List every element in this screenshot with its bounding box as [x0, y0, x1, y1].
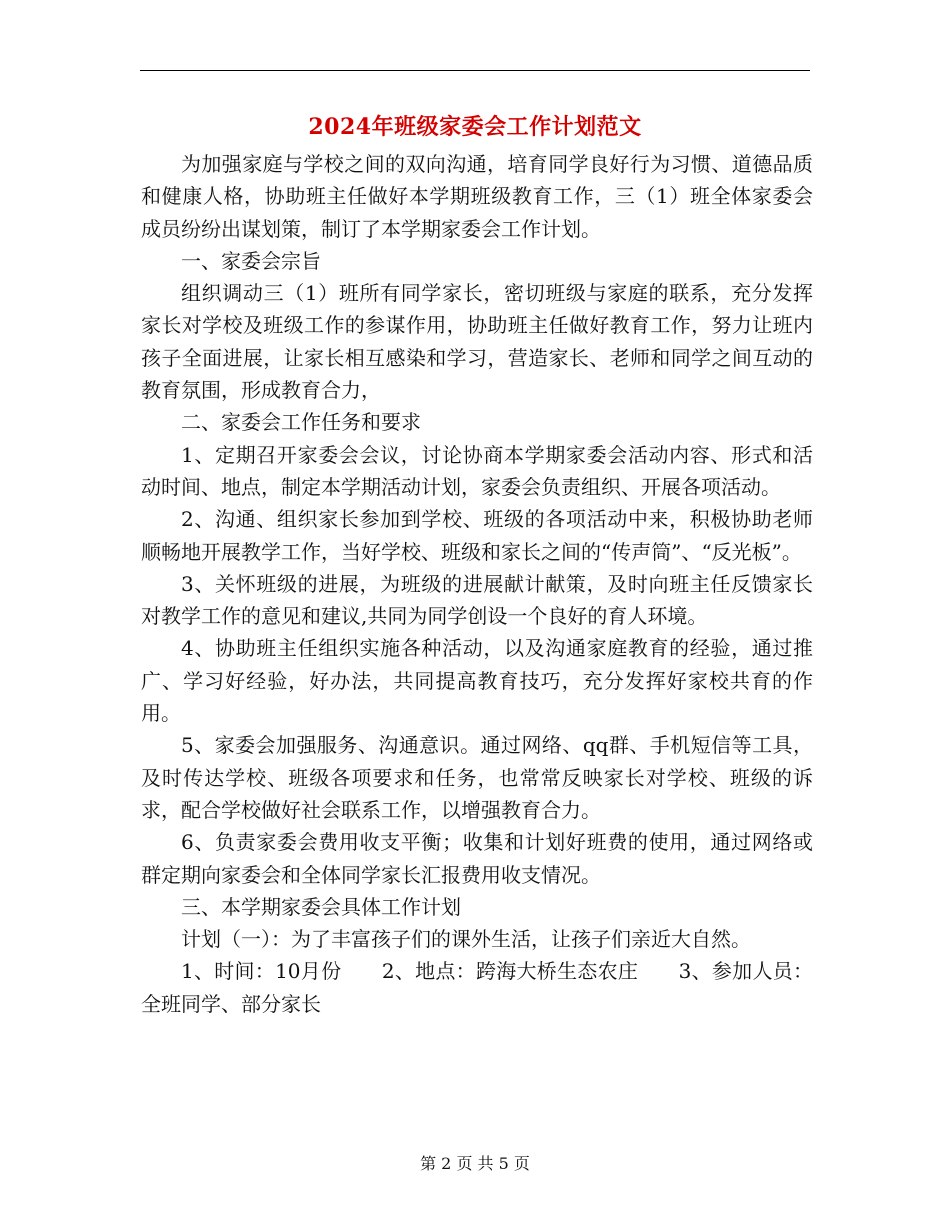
- header-rule: [140, 70, 810, 71]
- paragraph-plan-1: 计划（一）：为了丰富孩子们的课外生活，让孩子们亲近大自然。: [181, 927, 751, 952]
- paragraph-purpose: 组织调动三（1）班所有同学家长，密切班级与家庭的联系，充分发挥家长对学校及班级工作的参谋作用，协助班主任做好教育工作，努力让班内孩子全面进展，让家长相互感染和学习，营造家长、老师和同学之间互动的教育氛围，形成教育合力，: [141, 281, 813, 403]
- paragraph-task-2: 2、沟通、组织家长参加到学校、班级的各项活动中来，积极协助老师顺畅地开展教学工作，当好学校、班级和家长之间的“传声筒”、“反光板”。: [141, 507, 813, 564]
- page-number: 第 2 页 共 5 页: [420, 1154, 530, 1173]
- document-title: 2024年班级家委会工作计划范文: [308, 114, 642, 140]
- heading-tasks: 二、家委会工作任务和要求: [181, 410, 421, 435]
- heading-purpose: 一、家委会宗旨: [181, 248, 321, 273]
- paragraph-task-1: 1、定期召开家委会会议，讨论协商本学期家委会活动内容、形式和活动时间、地点，制定本学期活动计划，家委会负责组织、开展各项活动。: [141, 442, 813, 499]
- document-body: [141, 148, 813, 1020]
- paragraph-task-3: 3、关怀班级的进展，为班级的进展献计献策，及时向班主任反馈家长对教学工作的意见和建议,共同为同学创设一个良好的育人环境。: [141, 571, 813, 629]
- paragraph-plan-details: 1、时间：10月份 2、地点：跨海大桥生态农庄 3、参加人员：全班同学、部分家长: [141, 959, 813, 1016]
- paragraph-task-5: 5、家委会加强服务、沟通意识。通过网络、qq群、手机短信等工具，及时传达学校、班级各项要求和任务，也常常反映家长对学校、班级的诉求，配合学校做好社会联系工作，以增强教育合力。: [141, 733, 813, 822]
- heading-plan: 三、本学期家委会具体工作计划: [181, 894, 461, 919]
- paragraph-intro: 为加强家庭与学校之间的双向沟通，培育同学良好行为习惯、道德品质和健康人格，协助班主任做好本学期班级教育工作，三（1）班全体家委会成员纷纷出谋划策，制订了本学期家委会工作计划。: [141, 152, 813, 241]
- paragraph-task-4: 4、协助班主任组织实施各种活动，以及沟通家庭教育的经验，通过推广、学习好经验，好办法，共同提高教育技巧，充分发挥好家校共育的作用。: [141, 636, 813, 726]
- paragraph-task-6: 6、负责家委会费用收支平衡；收集和计划好班费的使用，通过网络或群定期向家委会和全体同学家长汇报费用收支情况。: [141, 830, 813, 887]
